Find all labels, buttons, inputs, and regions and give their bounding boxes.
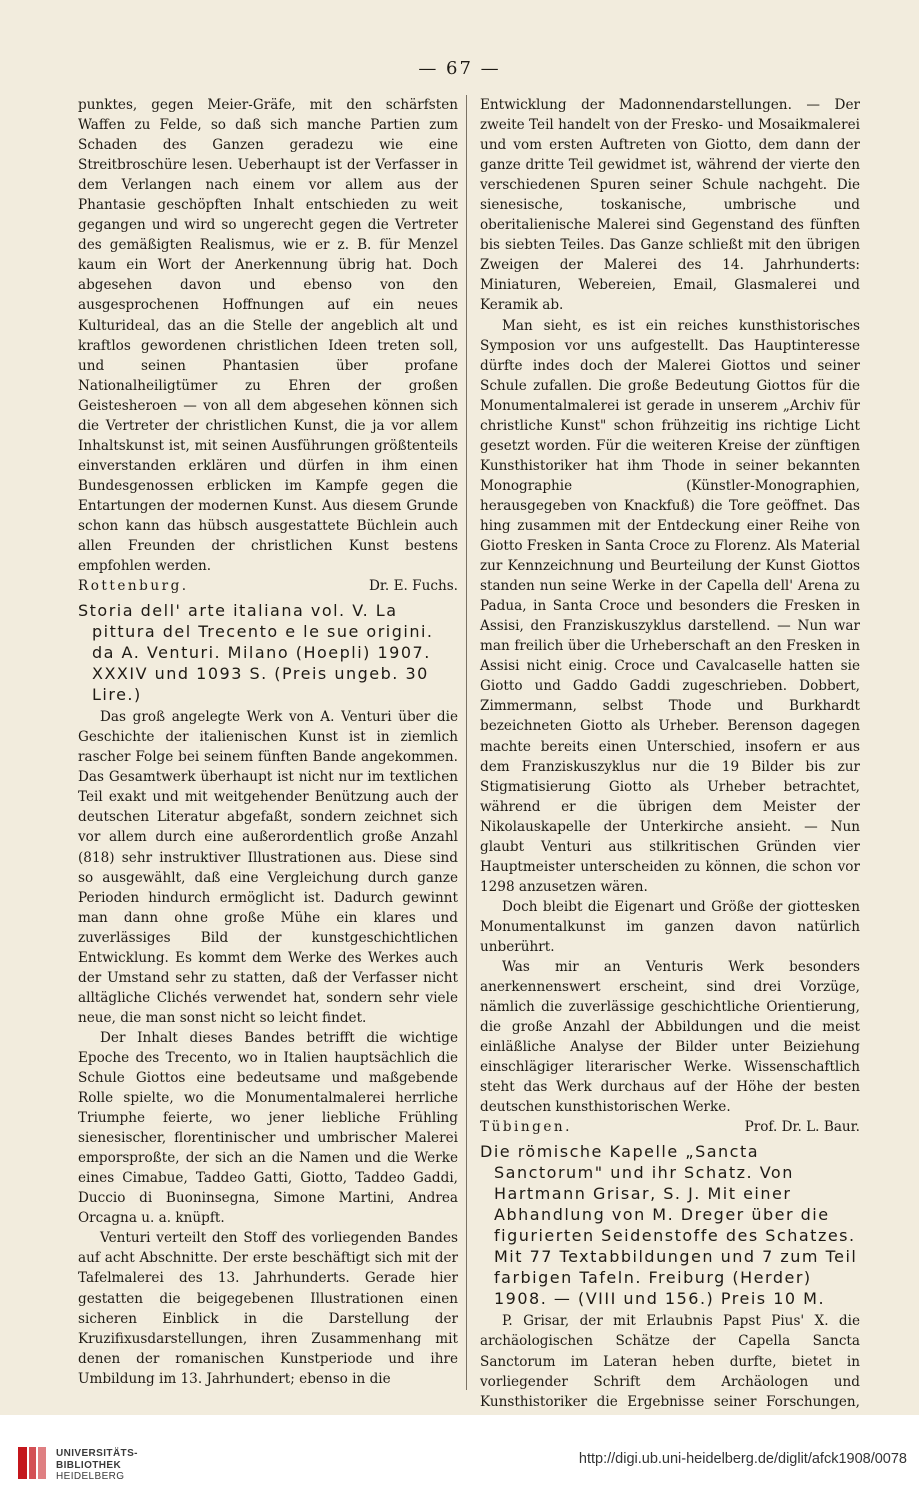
page-number: — 67 — [418,58,501,79]
paragraph: Man sieht, es ist ein reiches kunsthistorisches Symposion vor uns aufgestellt. Das Hauptinteresse dürfte indes doch der Malerei Giottos und seiner Schule zufallen. Die große Bedeutung Giottos für die Monumentalmalerei ist gerade in unserem „Archiv für christliche Kunst" schon frühzeitig ins richtige Licht gesetzt worden. Für die weiteren Kreise der zünftigen Kunsthistoriker hat ihm Thode in seiner bekannten Monographie (Künstler-Monographien, herausgegeben von Knackfuß) die Tore geöffnet. Das hing zusammen mit der Entdeckung einer Reihe von Giotto Fresken in Santa Croce zu Florenz. Als Material zur Kennzeichnung und Beurteilung der Kunst Giottos standen nun seine Werke in der Capella dell' Arena zu Padua, in Santa Croce und besonders die Fresken in Assisi, den Franziskuszyklus darstellend. — Nun war man freilich über die Urheberschaft an den Fresken in Assisi nicht einig. Croce und Cavalcaselle hatten sie Giotto und Gaddo Gaddi zugeschrieben. Dobbert, Zimmermann, selbst Thode und Burkhardt bezeichneten Giotto als Urheber. Berenson dagegen machte bereits einen Unterschied, insofern er aus dem Franziskuszyklus nur die 19 Bilder bis zur Stigmatisierung Giotto als Urheber betrachtet, während er die übrigen dem Meister der Nikolauskapelle der Unterkirche ansieht. — Nun glaubt Venturi aus stilkritischen Gründen vier Hauptmeister unterscheiden zu können, die schon vor 1298 anzusetzen wären. [480,317,860,895]
paragraph: Das groß angelegte Werk von A. Venturi über die Geschichte der italienischen Kunst ist in ziemlich rascher Folge bei seinem fünften Bande angekommen. Das Gesamtwerk überhaupt ist nicht nur im textlichen Teil exakt und mit weitgehender Benützung auch der deutschen Literatur abgefaßt, sondern zeichnet sich vor allem durch eine außerordentlich große Anzahl (818) sehr instruktiver Illustrationen aus. Diese sind so ausgewählt, daß eine Vergleichung durch ganze Perioden hindurch ermöglicht ist. Dadurch gewinnt man dann ohne große Mühe ein klares und zuverlässiges Bild der kunstgeschichtlichen Entwicklung. Es kommt dem Werke des Werkes auch der Umstand sehr zu statten, daß der Verfasser nicht alltägliche Clichés verwendet hat, sondern sehr viele neue, die man sonst nicht so leicht findet. [78,709,458,1026]
signature [480,1117,860,1137]
signature-place: Tübingen. [480,1119,572,1136]
paragraph: Entwicklung der Madonnendarstellungen. — Der zweite Teil handelt von der Fresko- und Mosaikmalerei und vom ersten Auftreten von Giotto, dem dann der ganze dritte Teil gewidmet ist, während der vierte den verschiedenen Spuren seiner Schule nachgeht. Die sienesische, toskanische, umbrische und oberitalienische Malerei sind Gegenstand des fünften bis siebten Teiles. Das Ganze schließt mit den übrigen Zweigen der Malerei des 14. Jahrhunderts: Miniaturen, Webereien, Email, Glasmalerei und Keramik ab. [480,97,860,314]
paragraph: P. Grisar, der mit Erlaubnis Papst Pius' X. die archäologischen Schätze der Capella Sancta Sanctorum im Lateran heben durfte, bietet in vorliegender Schrift dem Archäologen und Kunsthistoriker die Ergebnisse seiner Forschungen, [480,1313,860,1410]
signature-name: Dr. E. Fuchs. [369,578,458,595]
university-library-logo-icon[interactable] [16,1445,48,1481]
book-entry-heading: Storia dell' arte italiana vol. V. La pittura del Trecento e le sue origini. da A. Venturi. Milano (Hoepli) 1907. XXXIV und 1093 S. (Preis ungeb. 30 Lire.) [78,601,434,705]
column-divider [466,95,467,1390]
paragraph: Doch bleibt die Eigenart und Größe der giottesken Monumentalkunst im ganzen davon natürlich unberührt. [480,898,860,955]
paragraph: Venturi verteilt den Stoff des vorliegenden Bandes auf acht Abschnitte. Der erste beschäftigt sich mit der Tafelmalerei des 13. Jahrhunderts. Gerade hier gestatten die beigegebenen Illustrationen einen sicheren Einblick in die Darstellung der Kruzifixusdarstellungen, ihren Zusammenhang mit denen der romanischen Kunstperiode und ihre Umbildung im 13. Jahrhundert; ebenso in die [78,1230,458,1387]
paragraph: Der Inhalt dieses Bandes betrifft die wichtige Epoche des Trecento, wo in Italien hauptsächlich die Schule Giottos eine bedeutsame und maßgebende Rolle spielte, wo die Monumentalmalerei herrliche Triumphe feierte, wo jener liebliche Frühling sienesischer, florentinischer und umbrischer Malerei emporsproßte, der sich an die Namen und die Werke eines Cimabue, Taddeo Gatti, Giotto, Taddeo Gaddi, Duccio di Buoninsegna, Simone Martini, Andrea Orcagna u. a. knüpft. [78,1029,458,1227]
library-name[interactable]: UNIVERSITÄTS- BIBLIOTHEK HEIDELBERG [56,1448,138,1482]
signature-name: Prof. Dr. L. Baur. [744,1119,860,1136]
left-column [78,95,458,1389]
footer-bar [0,1415,919,1508]
paragraph: punktes, gegen Meier-Gräfe, mit den schärfsten Waffen zu Felde, so daß sich manche Partien zum Schaden des Ganzen geradezu wie eine Streitbroschüre lesen. Ueberhaupt ist der Verfasser in dem Verlangen nach einem vor allem aus der Phantasie geschöpften Inhalt entschieden zu weit gegangen und wird so ungerecht gegen die Vertreter des gemäßigten Realismus, wie er z. B. für Menzel kaum ein Wort der Anerkennung übrig hat. Doch abgesehen davon und ebenso von den ausgesprochenen Hoffnungen auf ein neues Kulturideal, das an die Stelle der angeblich alt und kraftlos gewordenen christlichen Ideen treten soll, und seinen Phantasien über profane Nationalheiligtümer zu Ehren der großen Geistesheroen — von all dem abgesehen können sich die Vertreter der christlichen Kunst, die ja vor allem Inhaltskunst ist, mit seinen Ausführungen größtenteils einverstanden erklären und dürfen in ihm einen Bundesgenossen erblicken im Kampfe gegen die Entartungen der modernen Kunst. Aus diesem Grunde schon kann das hübsch ausgestattete Büchlein auch allen Freunden der christlichen Kunst bestens empfohlen werden. [78,97,458,575]
right-column [480,95,860,1432]
book-entry-heading: Die römische Kapelle „Sancta Sanctorum" und ihr Schatz. Von Hartmann Grisar, S. J. Mit einer Abhandlung von M. Dreger über die figurierten Seidenstoffe des Schatzes. Mit 77 Textabbildungen und 7 zum Teil farbigen Tafeln. Freiburg (Herder) 1908. — (VIII und 156.) Preis 10 M. [480,1142,858,1309]
signature-place: Rottenburg. [78,578,189,595]
signature [78,576,458,596]
paragraph: Was mir an Venturis Werk besonders anerkennenswert erscheint, sind drei Vorzüge, nämlich die zuverlässige geschichtliche Orientierung, die große Anzahl der Abbildungen und die meist einläßliche Analyse der Bilder unter Beiziehung einschlägiger literarischer Werke. Wissenschaftlich steht das Werk durchaus auf der Höhe der besten deutschen kunsthistorischen Werke. [480,959,860,1116]
source-url-link[interactable]: http://digi.ub.uni-heidelberg.de/diglit/afck1908/0078 [578,1451,907,1467]
